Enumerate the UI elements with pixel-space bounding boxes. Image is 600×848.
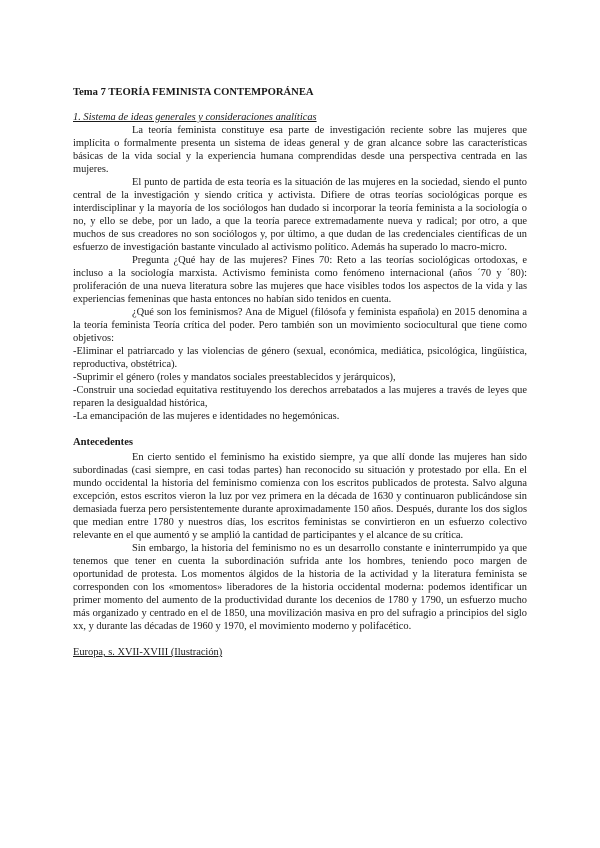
paragraph: Sin embargo, la historia del feminismo no es un desarrollo constante e ininterrumpido ya que tenemos que tener en cuenta la subordinación sufrida ante los hombres, teniendo poco margen de oportunidad de protesta. Los momentos álgidos de la historia de la actividad y la literatura feminista se corresponden con los «momentos» liberadores de la historia occidental moderna: podemos identificar un primer momento del aumento de la productividad durante los decenios de 1780 y 1790, un esfuerzo mucho más organizado y centrado en el de 1850, una movilización masiva en pro del sufragio a principios del siglo xx, y durante las décadas de 1960 y 1970, el movimiento moderno y polifacético. (73, 543, 527, 632)
list-item: -Eliminar el patriarcado y las violencias de género (sexual, económica, mediática, psicológica, lingüística, reproductiva, obstétrica). (73, 346, 527, 370)
paragraph: La teoría feminista constituye esa parte de investigación reciente sobre las mujeres que implícita o formalmente presenta un sistema de ideas general y de gran alcance sobre las características básicas de la vida social y la experiencia humana comprendidas desde una perspectiva centrada en las mujeres. (73, 125, 527, 175)
paragraph: Pregunta ¿Qué hay de las mujeres? Fines 70: Reto a las teorías sociológicas ortodoxas, e incluso a la sociología marxista. Activismo feminista como fenómeno internacional (años ´70 y ´80): proliferación de una nueva literatura sobre las mujeres que hace visibles todos los aspectos de la vida y las experiencias femeninas que hasta entonces no habían sido tenidos en cuenta. (73, 255, 527, 305)
paragraph: En cierto sentido el feminismo ha existido siempre, ya que allí donde las mujeres han sido subordinadas (casi siempre, en casi todas partes) han reconocido su situación y protestado por ella. En el mundo occidental la historia del feminismo comienza con los escritos publicados de protesta. Salvo alguna excepción, estos escritos vieron la luz por vez primera en la década de 1630 y continuaron publicándose sin demasiada fuerza pero persistentemente durante aproximadamente 150 años. Después, durante los dos siglos que median entre 1780 y nuestros días, los escritos feministas se convirtieron en un esfuerzo colectivo relevante en el que aumentó y se amplió la cantidad de participantes y el alcance de su crítica. (73, 452, 527, 541)
list-item: -Construir una sociedad equitativa restituyendo los derechos arrebatados a las mujeres a través de leyes que reparen la desigualdad histórica, (73, 385, 527, 409)
section-heading-ideas: 1. Sistema de ideas generales y consideraciones analíticas (73, 112, 317, 123)
page-title: Tema 7 TEORÍA FEMINISTA CONTEMPORÁNEA (73, 87, 314, 98)
paragraph: El punto de partida de esta teoría es la situación de las mujeres en la sociedad, siendo el punto central de la investigación y siendo crítica y activista. Difiere de otras teorías sociológicas porque es interdisciplinar y la mayoría de los sociólogos han dudado si incorporar la teoría feminista a la sociología o no, y ello se debe, por un lado, a que la teoría parece extremadamente nueva y radical; por otro, a que muchos de sus creadores no son sociólogos y, por último, a que dudan de las credenciales científicas de un esfuerzo de investigación bastante vinculado al activismo político. Además ha superado lo macro-micro. (73, 177, 527, 253)
objectives-list (73, 345, 527, 423)
section-heading-antecedentes: Antecedentes (73, 437, 134, 448)
list-item: -Suprimir el género (roles y mandatos sociales preestablecidos y jerárquicos), (73, 372, 396, 383)
list-item: -La emancipación de las mujeres e identidades no hegemónicas. (73, 411, 340, 422)
section-heading-europa: Europa, s. XVII-XVIII (Ilustración) (73, 647, 223, 658)
paragraph: ¿Qué son los feminismos? Ana de Miguel (filósofa y feminista española) en 2015 denomina a la teoría feminista Teoría crítica del poder. Pero también son un movimiento sociocultural que tiene como objetivos: (73, 307, 527, 344)
